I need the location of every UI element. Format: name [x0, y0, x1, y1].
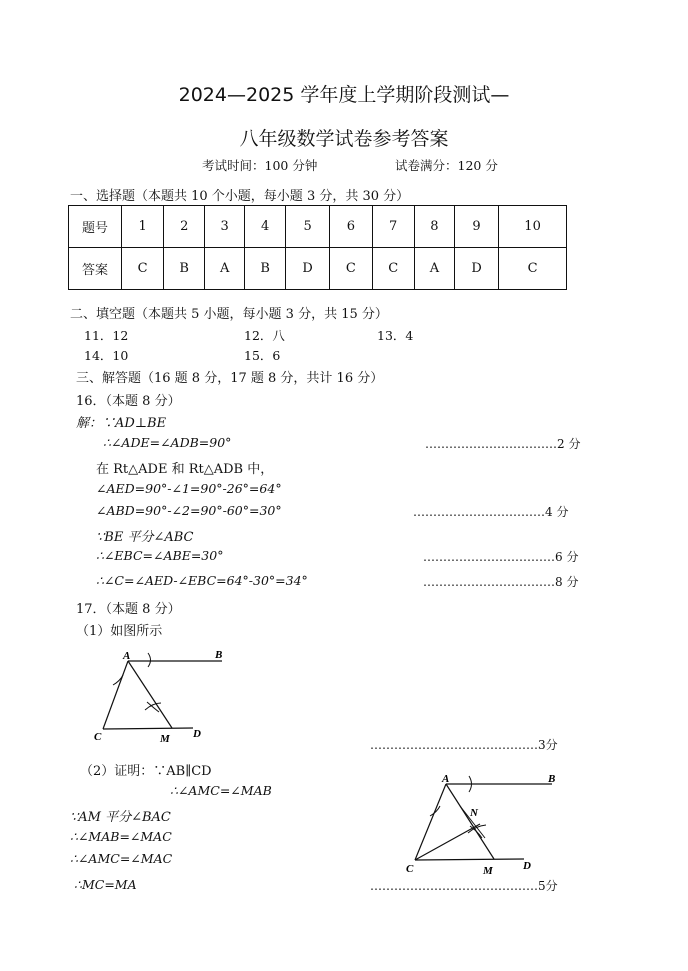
full-score: 试卷满分：120 分 — [395, 158, 498, 173]
q16-line-5: ∠ABD=90°-∠2=90°-60°=30° — [96, 503, 282, 518]
fig1-label-a: A — [123, 650, 131, 662]
q16-score-4: ……………………………4 分 — [413, 505, 569, 519]
q-number: 5 — [286, 206, 330, 248]
q17-part2: （2）证明：∵AB∥CD — [80, 764, 212, 779]
fig2-label-a: A — [442, 773, 450, 785]
q16-line-2: ∴∠ADE=∠ADB=90° — [103, 435, 232, 450]
q17-line-2: ∴∠AMC=∠MAB — [170, 783, 272, 798]
q-answer: D — [454, 248, 498, 290]
q16-line-8: ∴∠C=∠AED-∠EBC=64°-30°=34° — [96, 573, 308, 588]
answer-14: 14．10 — [84, 348, 129, 363]
q-number: 3 — [205, 206, 245, 248]
q-number: 1 — [122, 206, 164, 248]
q17-line-3: ∵AM 平分∠BAC — [70, 810, 171, 825]
q-answer: C — [372, 248, 414, 290]
construction-figure-1 — [85, 645, 225, 745]
fig1-label-b: B — [215, 649, 223, 661]
q17-heading: 17．（本题 8 分） — [76, 602, 181, 617]
fig2-label-n: N — [470, 807, 478, 819]
q-number: 7 — [372, 206, 414, 248]
q16-score-6: ……………………………6 分 — [423, 550, 579, 564]
q-number: 10 — [499, 206, 567, 248]
exam-time: 考试时间：100 分钟 — [202, 158, 318, 173]
answer-15: 15．6 — [244, 348, 281, 363]
row-label-number: 题号 — [69, 206, 122, 248]
q16-score-8: ……………………………8 分 — [423, 575, 579, 589]
answer-table — [68, 205, 567, 290]
title-line-1: 2024—2025 学年度上学期阶段测试— — [178, 84, 510, 106]
row-label-answer: 答案 — [69, 248, 122, 290]
table-row-answers — [69, 248, 567, 290]
table-row-numbers — [69, 206, 567, 248]
q-number: 2 — [164, 206, 205, 248]
q-answer: A — [205, 248, 245, 290]
q16-line-1: 解：∵AD⊥BE — [76, 416, 167, 431]
fig2-label-d: D — [523, 860, 531, 872]
q17-line-6: ∴MC=MA — [74, 877, 137, 892]
q17-line-4: ∴∠MAB=∠MAC — [70, 829, 172, 844]
q-answer: C — [122, 248, 164, 290]
q17-score-5: ……………………………………5分 — [370, 879, 558, 893]
fig2-label-c: C — [406, 863, 414, 875]
answer-13: 13．4 — [377, 328, 414, 343]
q-answer: C — [499, 248, 567, 290]
q-answer: B — [164, 248, 205, 290]
q-number: 9 — [454, 206, 498, 248]
q16-heading: 16．（本题 8 分） — [76, 394, 181, 409]
answer-11: 11．12 — [84, 328, 129, 343]
fig2-label-b: B — [548, 773, 556, 785]
section2-heading: 二、填空题（本题共 5 小题，每小题 3 分，共 15 分） — [70, 307, 388, 322]
answer-12: 12．八 — [244, 328, 285, 343]
construction-figure-2 — [400, 768, 565, 880]
q17-score-3: ……………………………………3分 — [370, 738, 558, 752]
q-answer: A — [414, 248, 454, 290]
fig1-label-d: D — [193, 728, 201, 740]
section1-heading: 一、选择题（本题共 10 个小题，每小题 3 分，共 30 分） — [70, 189, 410, 204]
q-answer: B — [245, 248, 286, 290]
fig1-label-c: C — [94, 731, 102, 743]
q-number: 8 — [414, 206, 454, 248]
q16-score-2: ……………………………2 分 — [425, 437, 581, 451]
q16-line-7: ∴∠EBC=∠ABE=30° — [96, 548, 224, 563]
q17-part1: （1）如图所示 — [76, 624, 163, 639]
q16-line-4: ∠AED=90°-∠1=90°-26°=64° — [96, 481, 282, 496]
q16-line-3: 在 Rt△ADE 和 Rt△ADB 中， — [96, 462, 274, 477]
fig1-label-m: M — [160, 733, 170, 745]
q-number: 6 — [330, 206, 372, 248]
title-line-2: 八年级数学试卷参考答案 — [239, 128, 449, 150]
q17-line-5: ∴∠AMC=∠MAC — [70, 851, 173, 866]
section3-heading: 三、解答题（16 题 8 分，17 题 8 分，共计 16 分） — [76, 371, 384, 386]
q-number: 4 — [245, 206, 286, 248]
q-answer: C — [330, 248, 372, 290]
fig2-label-m: M — [483, 865, 493, 877]
q16-line-6: ∵BE 平分∠ABC — [96, 530, 194, 545]
q-answer: D — [286, 248, 330, 290]
